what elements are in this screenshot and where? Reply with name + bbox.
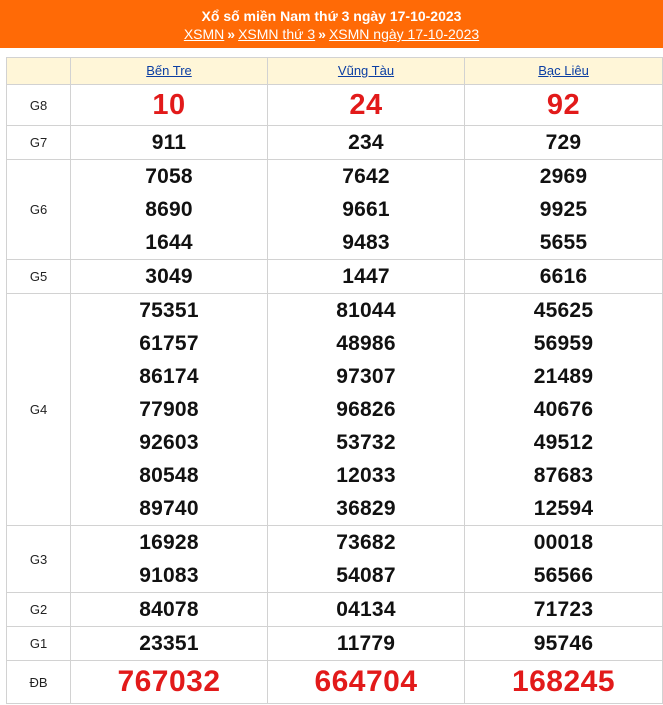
result-cell bbox=[71, 126, 268, 160]
result-number: 40676 bbox=[533, 398, 594, 421]
result-number: 48986 bbox=[336, 332, 396, 355]
result-number: 9483 bbox=[342, 231, 390, 254]
prize-row-g4 bbox=[7, 294, 663, 526]
province-link-ben-tre[interactable]: Bến Tre bbox=[146, 63, 192, 78]
breadcrumb-link-xsmn[interactable]: XSMN bbox=[183, 26, 225, 42]
breadcrumb-separator: » bbox=[318, 26, 326, 42]
result-cell bbox=[268, 85, 465, 126]
result-number: 95746 bbox=[533, 632, 594, 655]
result-cell bbox=[71, 661, 268, 704]
result-number: 80548 bbox=[139, 464, 199, 487]
prize-row-đb bbox=[7, 661, 663, 704]
result-number: 45625 bbox=[533, 299, 594, 322]
prize-label: G8 bbox=[7, 85, 71, 126]
result-cell bbox=[268, 260, 465, 294]
result-number: 61757 bbox=[139, 332, 199, 355]
result-number: 7058 bbox=[145, 165, 193, 188]
result-cell bbox=[268, 526, 465, 593]
result-number: 11779 bbox=[336, 632, 396, 655]
result-number: 911 bbox=[151, 131, 187, 154]
result-number: 10 bbox=[152, 89, 186, 121]
result-cell bbox=[465, 260, 663, 294]
result-cell bbox=[268, 160, 465, 260]
result-cell bbox=[465, 526, 663, 593]
result-number: 97307 bbox=[336, 365, 396, 388]
result-number: 23351 bbox=[139, 632, 199, 655]
prize-label: G4 bbox=[7, 294, 71, 526]
result-number: 12594 bbox=[533, 497, 594, 520]
result-number: 168245 bbox=[511, 665, 616, 698]
result-cell bbox=[71, 294, 268, 526]
result-cell bbox=[71, 260, 268, 294]
result-cell bbox=[465, 160, 663, 260]
result-cell bbox=[268, 661, 465, 704]
result-number: 234 bbox=[348, 131, 384, 154]
prize-label: G3 bbox=[7, 526, 71, 593]
result-cell bbox=[268, 294, 465, 526]
prize-row-g1 bbox=[7, 627, 663, 661]
prize-row-g3 bbox=[7, 526, 663, 593]
province-link-vung-tau[interactable]: Vũng Tàu bbox=[337, 63, 395, 78]
prize-row-g6 bbox=[7, 160, 663, 260]
result-number: 04134 bbox=[336, 598, 396, 621]
prize-row-g8 bbox=[7, 85, 663, 126]
prize-label: G1 bbox=[7, 627, 71, 661]
breadcrumb-link-xsmn-thu-3[interactable]: XSMN thứ 3 bbox=[238, 26, 316, 42]
result-number: 12033 bbox=[336, 464, 396, 487]
result-number: 75351 bbox=[139, 299, 199, 322]
result-number: 92603 bbox=[139, 431, 199, 454]
result-number: 8690 bbox=[145, 198, 193, 221]
page-header bbox=[0, 0, 663, 48]
result-number: 1644 bbox=[145, 231, 193, 254]
prize-label: G6 bbox=[7, 160, 71, 260]
result-cell bbox=[71, 85, 268, 126]
result-number: 54087 bbox=[336, 564, 396, 587]
result-cell bbox=[71, 593, 268, 627]
province-header-cell bbox=[268, 58, 465, 85]
result-cell bbox=[465, 661, 663, 704]
results-body bbox=[7, 85, 663, 704]
province-header-row bbox=[7, 58, 663, 85]
result-number: 86174 bbox=[139, 365, 199, 388]
result-number: 767032 bbox=[117, 665, 221, 698]
result-number: 49512 bbox=[533, 431, 594, 454]
result-cell bbox=[465, 126, 663, 160]
result-number: 1447 bbox=[342, 265, 390, 288]
result-number: 56566 bbox=[533, 564, 594, 587]
result-number: 729 bbox=[545, 131, 582, 154]
prize-label: G2 bbox=[7, 593, 71, 627]
result-number: 3049 bbox=[145, 265, 193, 288]
result-cell bbox=[71, 160, 268, 260]
result-number: 53732 bbox=[336, 431, 396, 454]
result-number: 73682 bbox=[336, 531, 396, 554]
result-number: 9925 bbox=[539, 198, 588, 221]
result-number: 87683 bbox=[533, 464, 594, 487]
result-number: 84078 bbox=[139, 598, 199, 621]
prize-row-g2 bbox=[7, 593, 663, 627]
result-cell bbox=[268, 126, 465, 160]
result-cell bbox=[268, 627, 465, 661]
result-number: 56959 bbox=[533, 332, 594, 355]
breadcrumb bbox=[0, 27, 663, 41]
result-number: 92 bbox=[546, 89, 581, 121]
result-cell bbox=[268, 593, 465, 627]
result-number: 71723 bbox=[533, 598, 594, 621]
result-cell bbox=[465, 627, 663, 661]
result-cell bbox=[71, 526, 268, 593]
prize-label: G5 bbox=[7, 260, 71, 294]
result-number: 77908 bbox=[139, 398, 199, 421]
result-number: 7642 bbox=[342, 165, 390, 188]
result-number: 36829 bbox=[336, 497, 396, 520]
result-number: 664704 bbox=[314, 665, 418, 698]
province-header-cell bbox=[71, 58, 268, 85]
result-cell bbox=[465, 85, 663, 126]
result-number: 24 bbox=[349, 89, 383, 121]
result-number: 6616 bbox=[539, 265, 588, 288]
result-cell bbox=[465, 593, 663, 627]
province-link-bac-lieu[interactable]: Bạc Liêu bbox=[538, 63, 589, 78]
results-table bbox=[6, 57, 663, 704]
breadcrumb-separator: » bbox=[227, 26, 236, 42]
result-number: 5655 bbox=[539, 231, 588, 254]
result-number: 96826 bbox=[336, 398, 396, 421]
prize-label: ĐB bbox=[7, 661, 71, 704]
result-number: 91083 bbox=[139, 564, 199, 587]
result-number: 21489 bbox=[533, 365, 594, 388]
result-number: 81044 bbox=[336, 299, 396, 322]
result-cell bbox=[71, 627, 268, 661]
result-number: 16928 bbox=[139, 531, 199, 554]
result-number: 00018 bbox=[533, 531, 594, 554]
result-number: 89740 bbox=[139, 497, 199, 520]
prize-label: G7 bbox=[7, 126, 71, 160]
prize-row-g7 bbox=[7, 126, 663, 160]
header-corner-cell bbox=[7, 58, 71, 85]
prize-row-g5 bbox=[7, 260, 663, 294]
page-title: Xổ số miền Nam thứ 3 ngày 17-10-2023 bbox=[201, 8, 462, 24]
result-number: 9661 bbox=[342, 198, 390, 221]
result-cell bbox=[465, 294, 663, 526]
result-number: 2969 bbox=[539, 165, 588, 188]
province-header-cell bbox=[465, 58, 663, 85]
breadcrumb-link-xsmn-date[interactable]: XSMN ngày 17-10-2023 bbox=[328, 26, 480, 42]
